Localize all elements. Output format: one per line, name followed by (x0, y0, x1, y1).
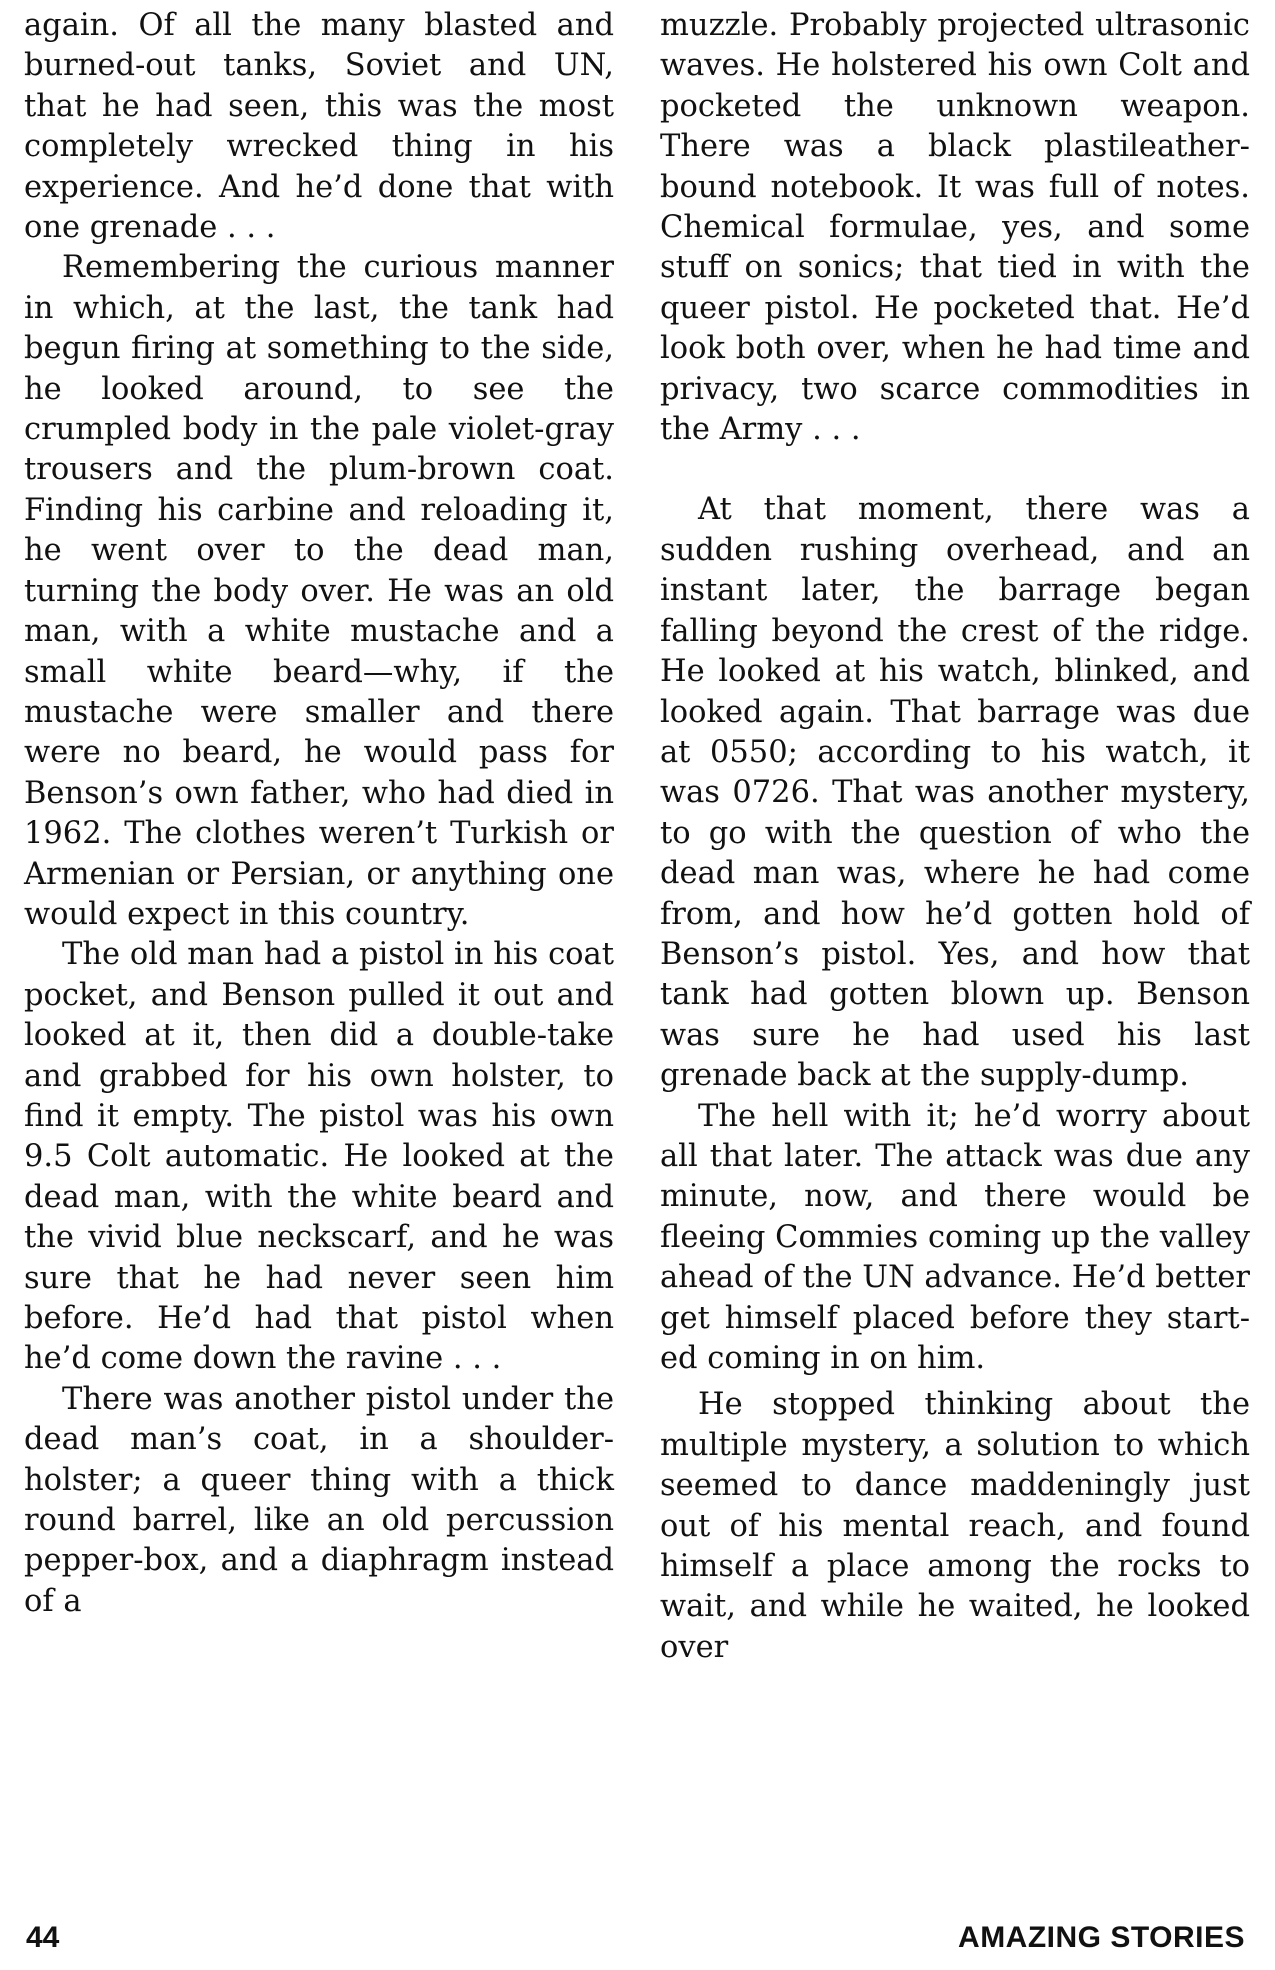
paragraph: The hell with it; he’d worry about all that later. The attack was due any minute, now, and there would be fleeing Commies coming up the valley ahead of the UN advance. He’d better get himself placed before they started coming in on him. (660, 1098, 1250, 1376)
paragraph-continued: muzzle. Probably projected ultrasonic waves. He holstered his own Colt and pocketed the unknown weapon. There was a black plastileather-bound notebook. It was full of notes. Chemical formulae, yes, and some stuff on sonics; that tied in with the queer pistol. He pocketed that. He’d look both over, when he had time and privacy, two scarce commodities in the Army . . . (660, 8, 1250, 448)
page-number: 44 (26, 1921, 60, 1954)
page-footer (0, 1918, 1275, 1958)
right-text-column (660, 6, 1250, 1668)
paragraph-section-start: At that moment, there was a sudden rushing overhead, and an instant later, the barrage began falling beyond the crest of the ridge. He looked at his watch, blinked, and looked again. That barrage was due at 0550; according to his watch, it was 0726. That was another mystery, to go with the question of who the dead man was, where he had come from, and how he’d gotten hold of Benson’s pistol. Yes, and how that tank had gotten blown up. Benson was sure he had used his last grenade back at the supply-dump. (660, 492, 1250, 1094)
magazine-title: AMAZING STORIES (958, 1921, 1245, 1954)
paragraph-continued: again. Of all the many blasted and burned-out tanks, Soviet and UN, that he had seen, this was the most completely wrecked thing in his experience. And he’d done that with one grenade . . . (24, 8, 614, 246)
paragraph: Remembering the curious manner in which, at the last, the tank had begun firing at something to the side, he looked around, to see the crumpled body in the pale violet-gray trousers and the plum-brown coat. Finding his carbine and reloading it, he went over to the dead man, turning the body over. He was an old man, with a white mustache and a small white beard—why, if the mustache were smaller and there were no beard, he would pass for Benson’s own father, who had died in 1962. The clothes weren’t Turkish or Armenian or Persian, or anything one would expect in this country. (24, 250, 614, 932)
paragraph: He stopped thinking about the multiple mystery, a solution to which seemed to dance maddeningly just out of his mental reach, and found himself a place among the rocks to wait, and while he waited, he looked over (660, 1387, 1250, 1665)
paragraph: There was another pistol under the dead man’s coat, in a shoulder-holster; a queer thing with a thick round barrel, like an old percussion pepper-box, and a diaphragm instead of a (24, 1381, 614, 1619)
paragraph: The old man had a pistol in his coat pocket, and Benson pulled it out and looked at it, then did a double-take and grabbed for his own holster, to find it empty. The pistol was his own 9.5 Colt automatic. He looked at the dead man, with the white beard and the vivid blue neckscarf, and he was sure that he had never seen him before. He’d had that pistol when he’d come down the ravine . . . (24, 937, 614, 1377)
left-text-column (24, 6, 614, 1622)
